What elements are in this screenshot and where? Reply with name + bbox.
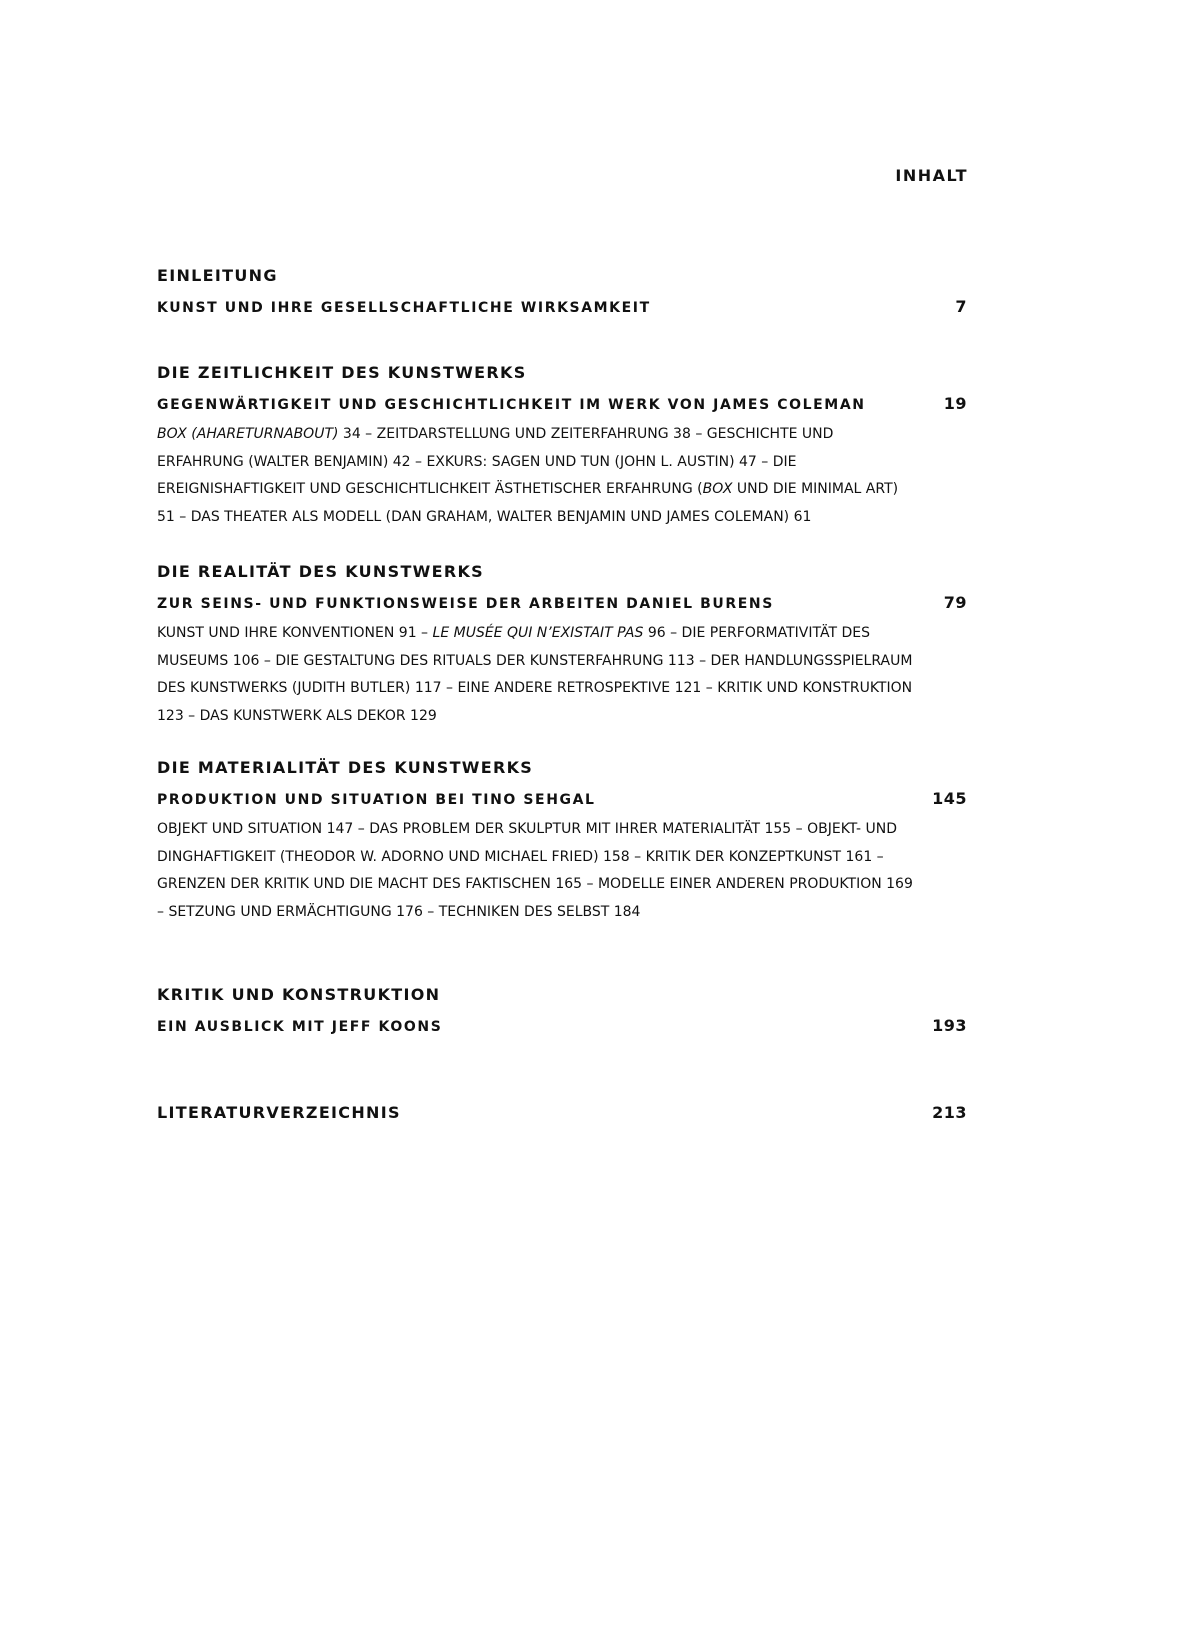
page-title: INHALT bbox=[895, 166, 968, 185]
subtitle-row bbox=[157, 293, 967, 321]
chapter-title: DIE REALITÄT DES KUNSTWERKS bbox=[157, 562, 484, 581]
toc-entry-literatur[interactable] bbox=[157, 1100, 967, 1126]
section-text: OBJEKT UND SITUATION 147 – DAS PROBLEM DER SKULPTUR MIT IHRER MATERIALITÄT 155 – OBJEKT- UND DINGHAFTIGKEIT (THEODOR W. ADORNO UND MICHAEL FRIED) 158 – KRITIK DER KONZEPTKUNST 161 – GRENZEN DER KRITIK UND DIE MACHT DES FAKTISCHEN 165 – MODELLE EINER ANDEREN PRODUKTION 169 – SETZUNG UND ERMÄCHTIGUNG 176 – TECHNIKEN DES SELBST 184 bbox=[157, 821, 913, 920]
page-number: 145 bbox=[932, 789, 967, 808]
section-text: LE MUSÉE QUI N’EXISTAIT PAS bbox=[432, 625, 644, 641]
chapter-subtitle: KUNST UND IHRE GESELLSCHAFTLICHE WIRKSAMKEIT bbox=[157, 300, 651, 316]
subtitle-row bbox=[157, 1100, 967, 1126]
section-text: 34 – ZEITDARSTELLUNG UND ZEITERFAHRUNG 38 – GESCHICHTE UND ERFAHRUNG (WALTER BENJAMIN) 42 – EXKURS: SAGEN UND TUN (JOHN L. AUSTIN) 47 – DIE EREIGNISHAFTIGKEIT UND GESCHICHTLICHKEIT ÄSTHETISCHER ERFAHRUNG ( bbox=[157, 426, 834, 497]
toc-entry-zeitlichkeit[interactable] bbox=[157, 361, 967, 531]
section-list bbox=[157, 620, 917, 730]
section-text: BOX bbox=[702, 481, 733, 497]
chapter-title: LITERATURVERZEICHNIS bbox=[157, 1103, 401, 1122]
toc-entry-materialitaet[interactable] bbox=[157, 756, 967, 926]
toc-entry-realitaet[interactable] bbox=[157, 560, 967, 730]
section-text: KUNST UND IHRE KONVENTIONEN 91 – bbox=[157, 625, 433, 641]
chapter-title: KRITIK UND KONSTRUKTION bbox=[157, 985, 441, 1004]
section-text: UND DIE MINIMAL ART) 51 – DAS THEATER ALS MODELL (DAN GRAHAM, WALTER BENJAMIN UND JAMES COLEMAN) 61 bbox=[157, 481, 899, 525]
section-text: 96 – DIE PERFORMATIVITÄT DES MUSEUMS 106 – DIE GESTALTUNG DES RITUALS DER KUNSTERFAHRUNG 113 – DER HANDLUNGSSPIELRAUM DES KUNSTWERKS (JUDITH BUTLER) 117 – EINE ANDERE RETROSPEKTIVE 121 – KRITIK UND KONSTRUKTION 123 – DAS KUNSTWERK ALS DEKOR 129 bbox=[157, 625, 913, 724]
subtitle-row bbox=[157, 589, 967, 617]
section-list bbox=[157, 421, 917, 531]
page-number: 213 bbox=[932, 1103, 967, 1122]
subtitle-row bbox=[157, 390, 967, 418]
chapter-subtitle: GEGENWÄRTIGKEIT UND GESCHICHTLICHKEIT IM WERK VON JAMES COLEMAN bbox=[157, 397, 866, 413]
subtitle-row bbox=[157, 785, 967, 813]
subtitle-row bbox=[157, 1012, 967, 1040]
page-number: 7 bbox=[955, 297, 967, 316]
page-number: 193 bbox=[932, 1016, 967, 1035]
chapter-subtitle: ZUR SEINS- UND FUNKTIONSWEISE DER ARBEITEN DANIEL BURENS bbox=[157, 596, 774, 612]
chapter-subtitle: EIN AUSBLICK MIT JEFF KOONS bbox=[157, 1019, 443, 1035]
page-number: 79 bbox=[943, 593, 967, 612]
toc-entry-kritik[interactable] bbox=[157, 983, 967, 1040]
page-number: 19 bbox=[943, 394, 967, 413]
chapter-subtitle: PRODUKTION UND SITUATION BEI TINO SEHGAL bbox=[157, 792, 596, 808]
chapter-title: DIE MATERIALITÄT DES KUNSTWERKS bbox=[157, 758, 534, 777]
chapter-title: DIE ZEITLICHKEIT DES KUNSTWERKS bbox=[157, 363, 527, 382]
section-text: BOX (AHARETURNABOUT) bbox=[157, 426, 339, 442]
section-list bbox=[157, 816, 917, 926]
chapter-title: EINLEITUNG bbox=[157, 266, 278, 285]
toc-entry-einleitung[interactable] bbox=[157, 264, 967, 321]
